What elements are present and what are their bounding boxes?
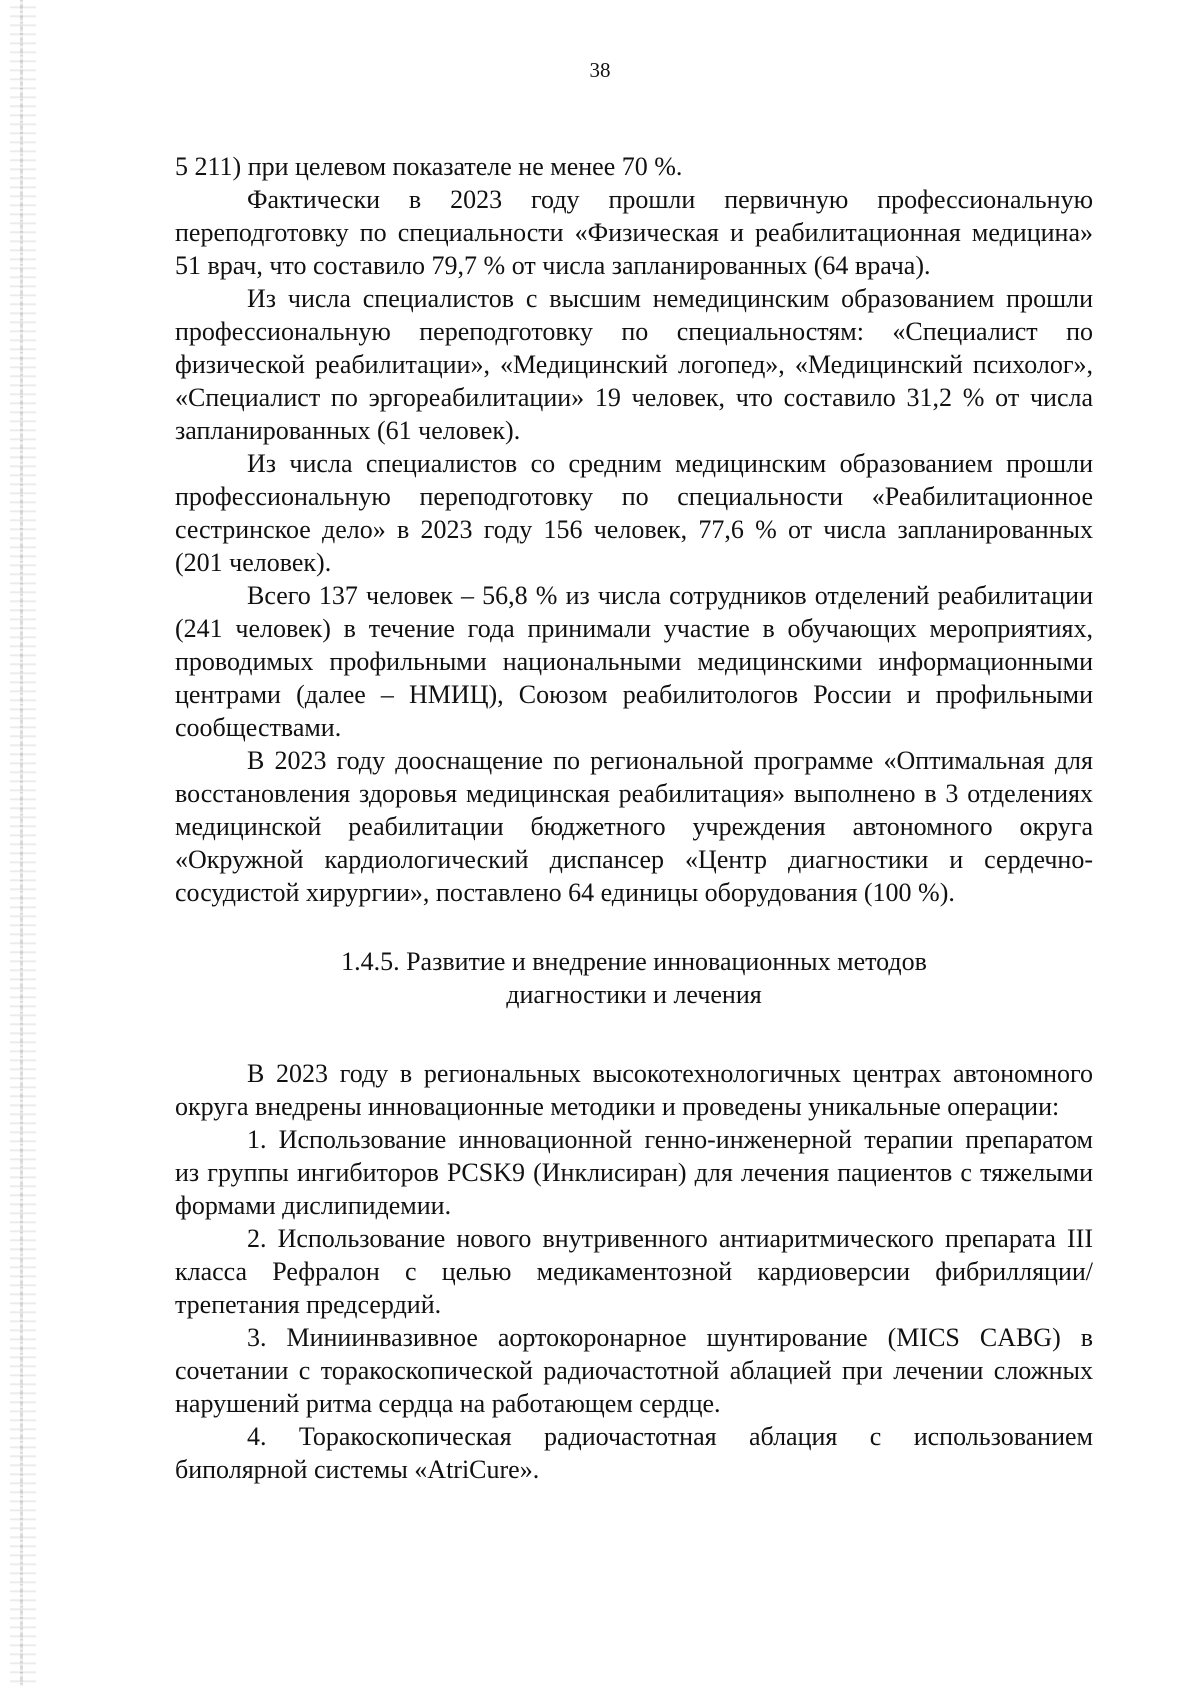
list-item-1: 1. Использование инновационной генно-инженерной терапии препаратом из группы ингибиторов PCSK9 (Инклисиран) для лечения пациентов с тяжелыми формами дислипидемии. bbox=[175, 1125, 1093, 1220]
paragraph-physicians-retraining: Фактически в 2023 году прошли первичную профессиональную переподготовку по специальности «Физическая и реабилитационная медицина» 51 врач, что составило 79,7 % от числа запланированных (64 врача). bbox=[175, 185, 1093, 280]
section-heading-line1: 1.4.5. Развитие и внедрение инновационных методов bbox=[341, 947, 927, 976]
page-number: 38 bbox=[589, 58, 611, 82]
paragraph-innovations-intro: В 2023 году в региональных высокотехнологичных центрах автономного округа внедрены инновационные методики и проведены уникальные операции: bbox=[175, 1059, 1093, 1121]
paragraph-nonmedical-specialists: Из числа специалистов с высшим немедицинским образованием прошли профессиональную переподготовку по специальностям: «Специалист по физической реабилитации», «Медицинский логопед», «Медицинский психолог», «Специалист по эргореабилитации» 19 человек, что составило 31,2 % от числа запланированных (61 человек). bbox=[175, 284, 1093, 445]
list-item-3: 3. Миниинвазивное аортокоронарное шунтирование (MICS CABG) в сочетании с торакоскопической радиочастотной аблацией при лечении сложных нарушений ритма сердца на работающем сердце. bbox=[175, 1323, 1093, 1418]
document-body bbox=[175, 150, 1093, 1486]
paragraph-continuation: 5 211) при целевом показателе не менее 70 %. bbox=[175, 152, 683, 181]
list-item-4: 4. Торакоскопическая радиочастотная аблация с использованием биполярной системы «AtriCure». bbox=[175, 1422, 1093, 1484]
scan-edge-artifact bbox=[10, 0, 36, 1686]
paragraph-nursing-specialists: Из числа специалистов со средним медицинским образованием прошли профессиональную переподготовку по специальности «Реабилитационное сестринское дело» в 2023 году 156 человек, 77,6 % от числа запланированных (201 человек). bbox=[175, 449, 1093, 577]
list-item-2: 2. Использование нового внутривенного антиаритмического препарата III класса Рефралон с целью медикаментозной кардиоверсии фибрилляции/трепетания предсердий. bbox=[175, 1224, 1093, 1319]
section-heading-line2: диагностики и лечения bbox=[506, 980, 762, 1009]
section-heading bbox=[175, 945, 1093, 1011]
paragraph-equipment: В 2023 году дооснащение по региональной программе «Оптимальная для восстановления здоровья медицинская реабилитация» выполнено в 3 отделениях медицинской реабилитации бюджетного учреждения автономного округа «Окружной кардиологический диспансер «Центр диагностики и сердечно-сосудистой хирургии», поставлено 64 единицы оборудования (100 %). bbox=[175, 746, 1093, 907]
paragraph-training-events: Всего 137 человек – 56,8 % из числа сотрудников отделений реабилитации (241 человек) в течение года принимали участие в обучающих мероприятиях, проводимых профильными национальными медицинскими информационными центрами (далее – НМИЦ), Союзом реабилитологов России и профильными сообществами. bbox=[175, 581, 1093, 742]
